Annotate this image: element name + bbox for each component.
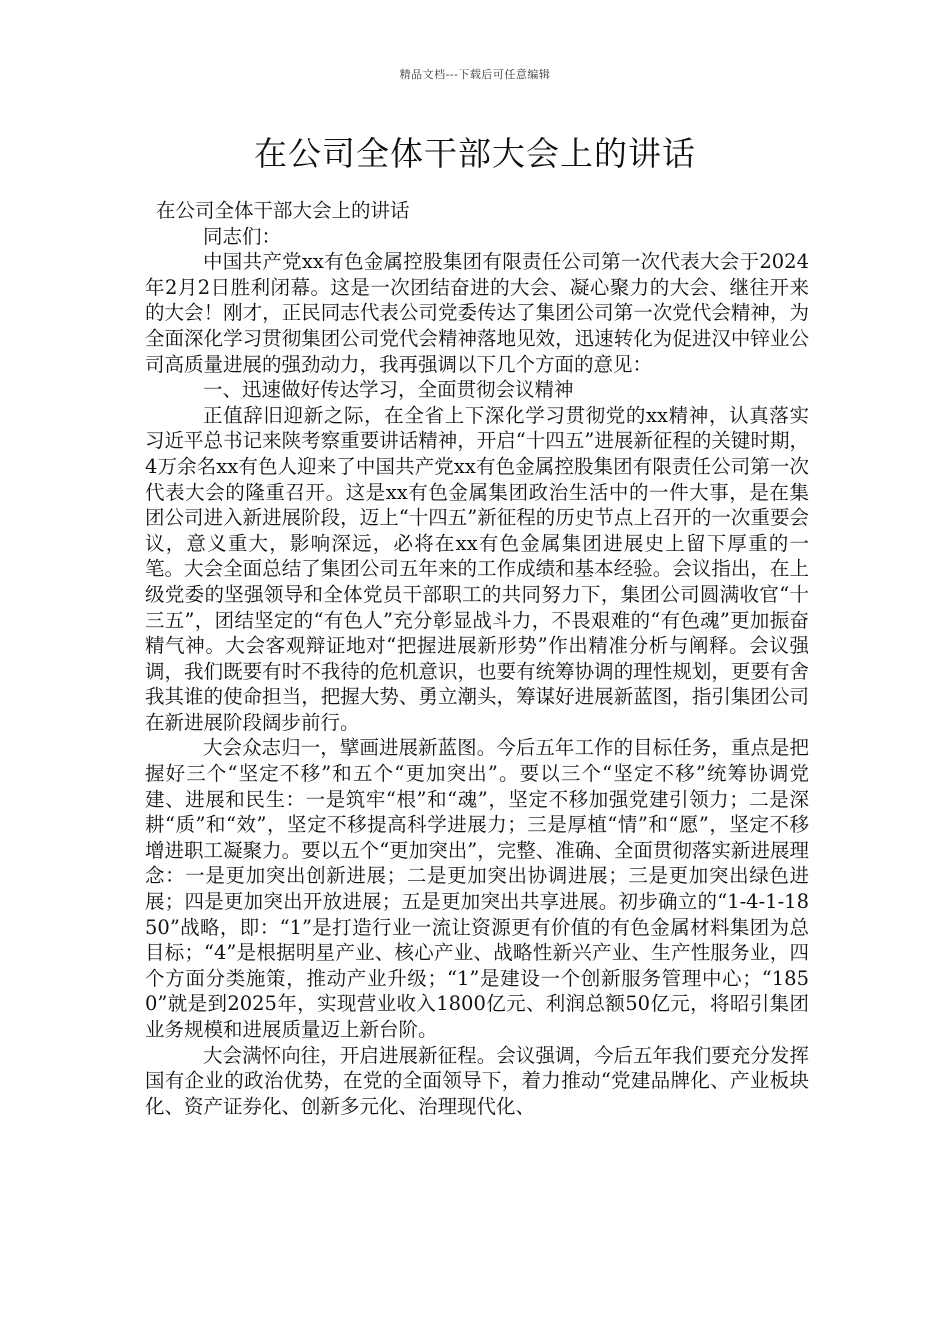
header-note: 精品文档---下载后可任意编辑 — [399, 68, 551, 81]
paragraph-blueprint: 大会众志归一，擘画进展新蓝图。今后五年工作的目标任务，重点是把握好三个“坚定不移”和五个“更加突出”。要以三个“坚定不移”统筹协调党建、进展和民生：一是筑牢“根”和“魂”，坚定不移加强党建引领力；二是深耕“质”和“效”，坚定不移提高科学进展力；三是厚植“情”和“愿”，坚定不移增进职工凝聚力。要以五个“更加突出”，完整、准确、全面贯彻落实新进展理念：一是更加突出创新进展；二是更加突出协调进展；三是更加突出绿色进展；四是更加突出开放进展；五是更加突出共享进展。初步确立的“1-4-1-1850”战略，即：“1”是打造行业一流让资源更有价值的有色金属材料集团为总目标；“4”是根据明星产业、核心产业、战略性新兴产业、生产性服务业，四个方面分类施策，推动产业升级；“1”是建设一个创新服务管理中心；“1850”就是到2025年，实现营业收入1800亿元、利润总额50亿元，将昭引集团业务规模和进展质量迈上新台阶。 — [145, 736, 809, 1041]
document-subtitle: 在公司全体干部大会上的讲话 — [156, 199, 410, 222]
document-body — [145, 198, 809, 1119]
document-title: 在公司全体干部大会上的讲话 — [254, 134, 696, 173]
paragraph-new-journey: 大会满怀向往，开启进展新征程。会议强调，今后五年我们要充分发挥国有企业的政治优势，在党的全面领导下，着力推动“党建品牌化、产业板块化、资产证券化、创新多元化、治理现代化、 — [145, 1043, 809, 1118]
paragraph-meeting-summary: 正值辞旧迎新之际，在全省上下深化学习贯彻党的xx精神，认真落实习近平总书记来陕考察重要讲话精神，开启“十四五”进展新征程的关键时期，4万余名xx有色人迎来了中国共产党xx有色金属控股集团有限责任公司第一次代表大会的隆重召开。这是xx有色金属集团政治生活中的一件大事，是在集团公司进入新进展阶段，迈上“十四五”新征程的历史节点上召开的一次重要会议，意义重大，影响深远，必将在xx有色金属集团进展史上留下厚重的一笔。大会全面总结了集团公司五年来的工作成绩和基本经验。会议指出，在上级党委的坚强领导和全体党员干部职工的共同努力下，集团公司圆满收官“十三五”，团结坚定的“有色人”充分彰显战斗力，不畏艰难的“有色魂”更加振奋精气神。大会客观辩证地对“把握进展新形势”作出精准分析与阐释。会议强调，我们既要有时不我待的危机意识，也要有统筹协调的理性规划，更要有舍我其谁的使命担当，把握大势、勇立潮头，筹谋好进展新蓝图，指引集团公司在新进展阶段阔步前行。 — [145, 403, 809, 734]
paragraph-intro: 中国共产党xx有色金属控股集团有限责任公司第一次代表大会于2024年2月2日胜利闭幕。这是一次团结奋进的大会、凝心聚力的大会、继往开来的大会！刚才，正民同志代表公司党委传达了集团公司第一次党代会精神，为全面深化学习贯彻集团公司党代会精神落地见效，迅速转化为促进汉中锌业公司高质量进展的强劲动力，我再强调以下几个方面的意见： — [145, 250, 809, 376]
salutation: 同志们： — [203, 224, 282, 248]
section-heading: 一、迅速做好传达学习，全面贯彻会议精神 — [203, 378, 574, 402]
